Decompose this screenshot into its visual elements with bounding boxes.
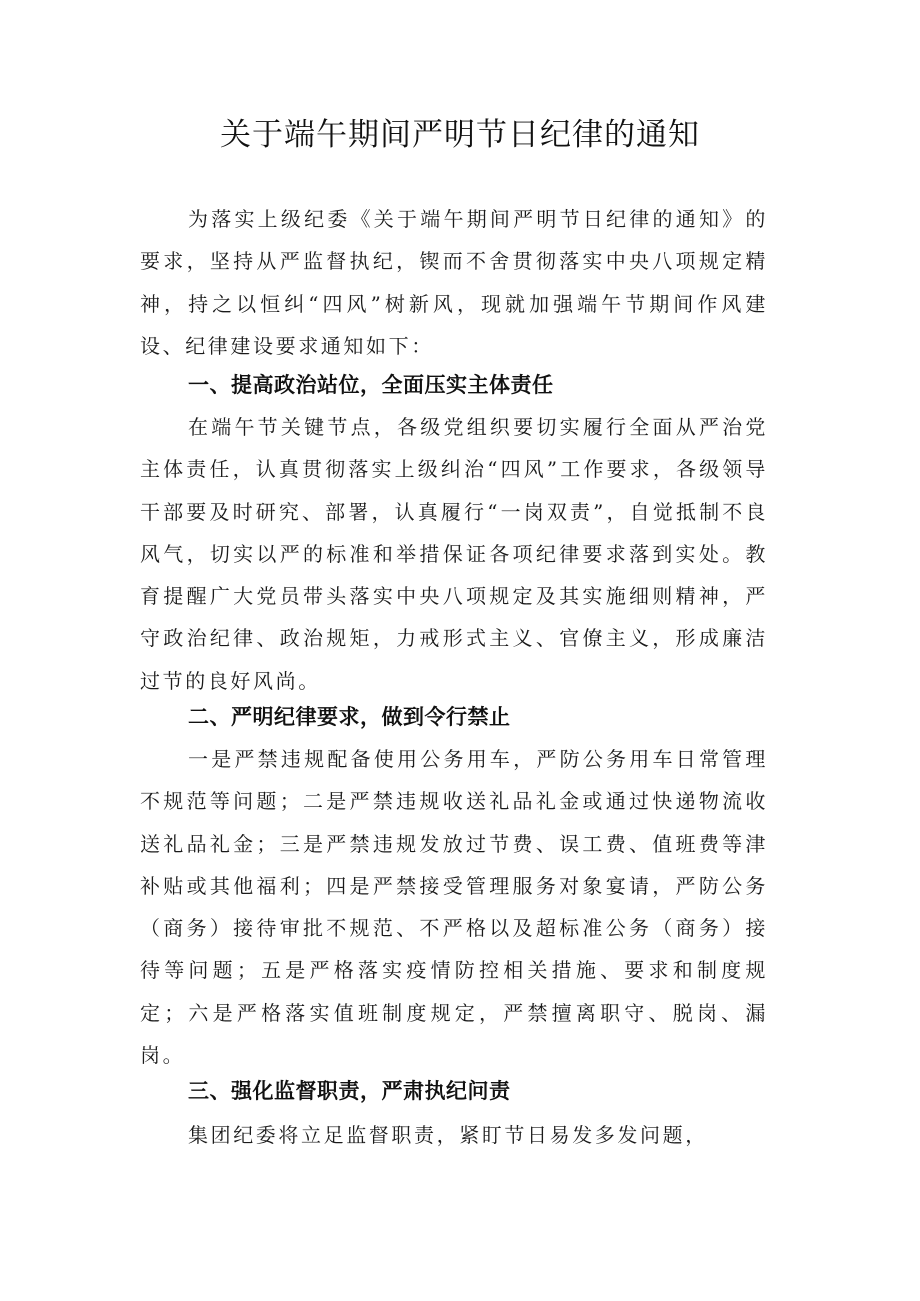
section-2-heading: 二、严明纪律要求，做到令行禁止 <box>188 705 511 729</box>
section-1-paragraph: 在端午节关键节点，各级党组织要切实履行全面从严治党主体责任，认真贯彻落实上级纠治“四风”工作要求，各级领导干部要及时研究、部署，认真履行“一岗双责”，自觉抵制不良风气，切实以严的标准和举措保证各项纪律要求落到实处。教育提醒广大党员带头落实中央八项规定及其实施细则精神，严守政治纪律、政治规矩，力戒形式主义、官僚主义，形成廉洁过节的良好风尚。 <box>140 415 768 693</box>
section-1-heading: 一、提高政治站位，全面压实主体责任 <box>188 373 554 397</box>
section-2-paragraph: 一是严禁违规配备使用公务用车，严防公务用车日常管理不规范等问题；二是严禁违规收送礼品礼金或通过快递物流收送礼品礼金；三是严禁违规发放过节费、误工费、值班费等津补贴或其他福利；四是严禁接受管理服务对象宴请，严防公务（商务）接待审批不规范、不严格以及超标准公务（商务）接待等问题；五是严格落实疫情防控相关措施、要求和制度规定；六是严格落实值班制度规定，严禁擅离职守、脱岗、漏岗。 <box>140 747 768 1068</box>
intro-paragraph: 为落实上级纪委《关于端午期间严明节日纪律的通知》的要求，坚持从严监督执纪，锲而不舍贯彻落实中央八项规定精神，持之以恒纠“四风”树新风，现就加强端午节期间作风建设、纪律建设要求通知如下： <box>140 207 768 358</box>
document-title: 关于端午期间严明节日纪律的通知 <box>220 117 700 153</box>
section-3-paragraph: 集团纪委将立足监督职责，紧盯节日易发多发问题， <box>188 1123 708 1147</box>
section-3-heading: 三、强化监督职责，严肃执纪问责 <box>188 1079 511 1103</box>
